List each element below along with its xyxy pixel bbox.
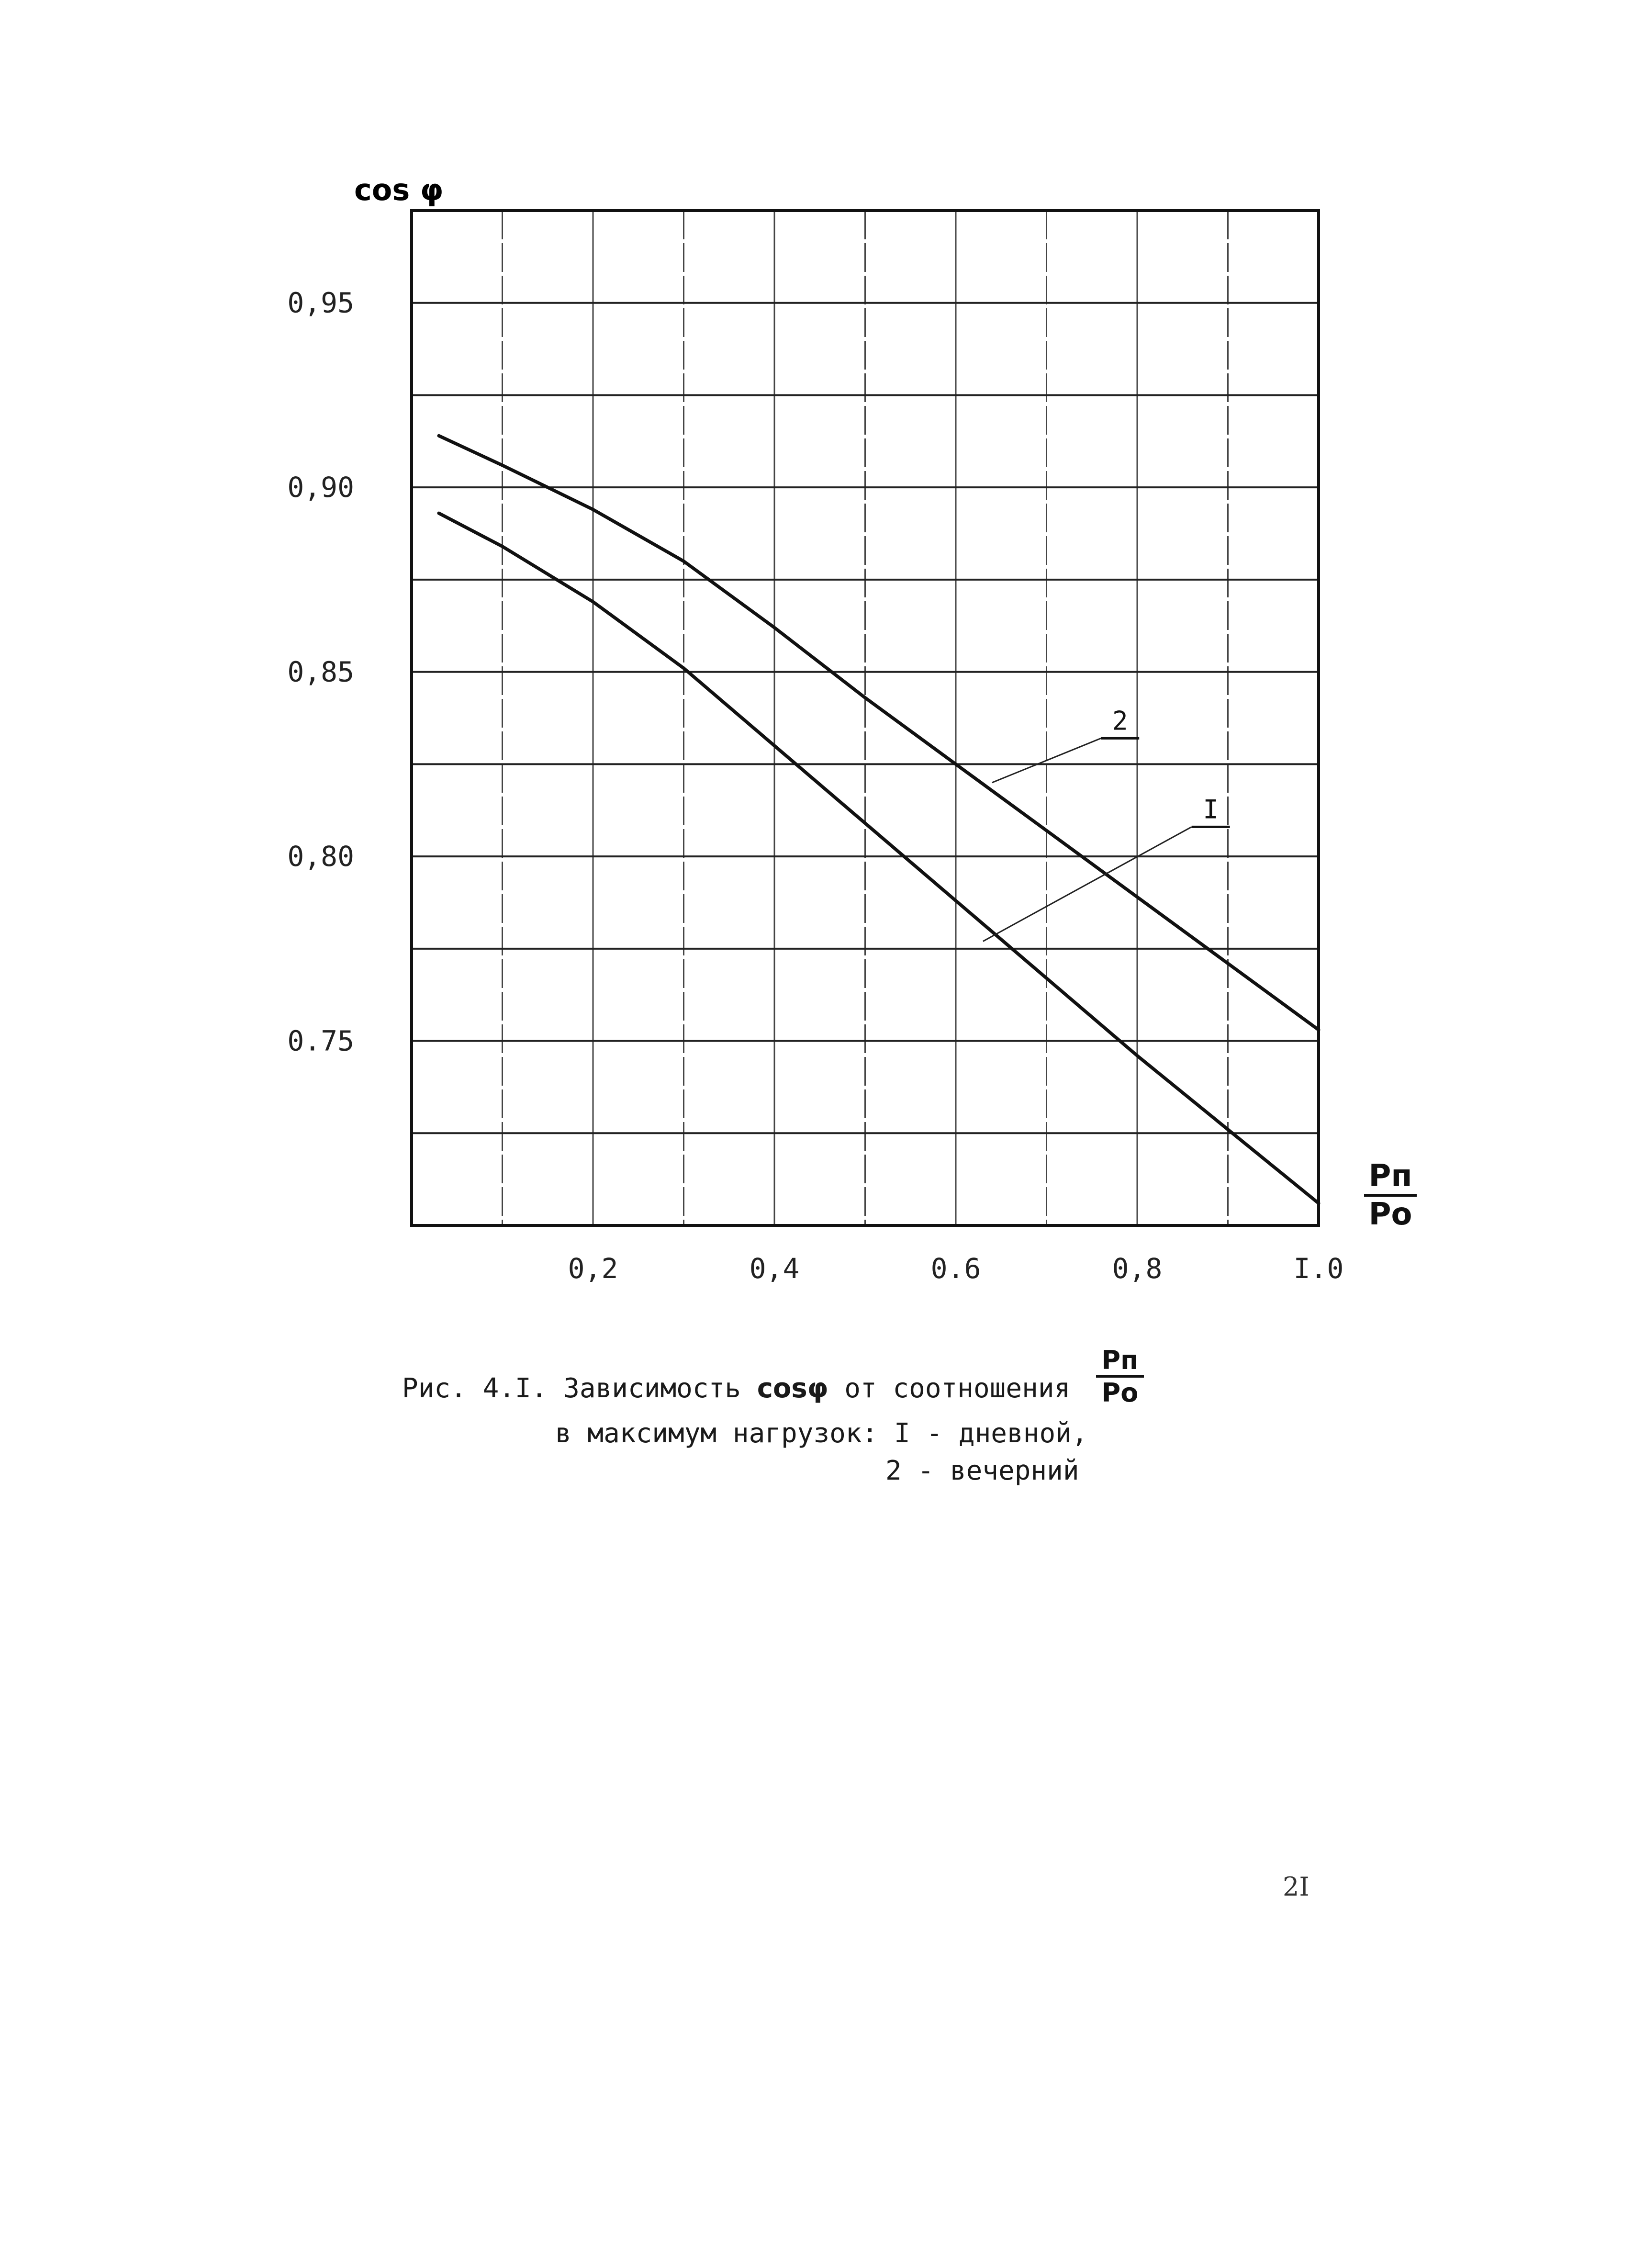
caption-fraction — [1096, 1345, 1144, 1408]
y-axis-label: cos φ — [354, 172, 444, 207]
caption-frac-denominator: Pо — [1101, 1378, 1139, 1408]
series-line-2 — [439, 436, 1319, 1030]
y-tick-label: 0,80 — [287, 840, 354, 873]
x-tick-label: 0,2 — [568, 1252, 618, 1285]
page-number: 2I — [1283, 1872, 1309, 1902]
series-line-1 — [439, 513, 1319, 1203]
caption-line-2: в максимум нагрузок: I - дневной, — [555, 1418, 1088, 1449]
curve-label: I — [1203, 794, 1219, 825]
annotations — [983, 706, 1230, 941]
tick-labels — [287, 287, 1343, 1285]
caption-line-3: 2 - вечерний — [885, 1455, 1079, 1486]
y-tick-label: 0,90 — [287, 471, 354, 504]
curve-label: 2 — [1112, 706, 1128, 736]
x-tick-label: 0.6 — [930, 1252, 981, 1285]
x-tick-label: 0,4 — [749, 1252, 800, 1285]
caption-prefix: Рис. 4.I. Зависимость — [402, 1373, 757, 1404]
caption-line-1 — [402, 1373, 1070, 1404]
series — [439, 436, 1319, 1203]
y-tick-label: 0,95 — [287, 286, 354, 319]
x-axis-label-numerator: Pп — [1368, 1158, 1412, 1194]
caption-suffix: от соотношения — [828, 1373, 1071, 1404]
x-tick-label: I.0 — [1293, 1252, 1344, 1285]
caption-bold-cosphi: cosφ — [757, 1373, 828, 1404]
x-axis-label-denominator: Pо — [1368, 1197, 1412, 1232]
x-tick-label: 0,8 — [1112, 1252, 1163, 1285]
y-tick-label: 0,85 — [287, 655, 354, 688]
x-axis-label — [1364, 1158, 1417, 1232]
y-tick-label: 0.75 — [287, 1024, 354, 1057]
grid — [412, 211, 1319, 1225]
caption-frac-numerator: Pп — [1101, 1345, 1139, 1375]
leader-line — [983, 827, 1192, 941]
